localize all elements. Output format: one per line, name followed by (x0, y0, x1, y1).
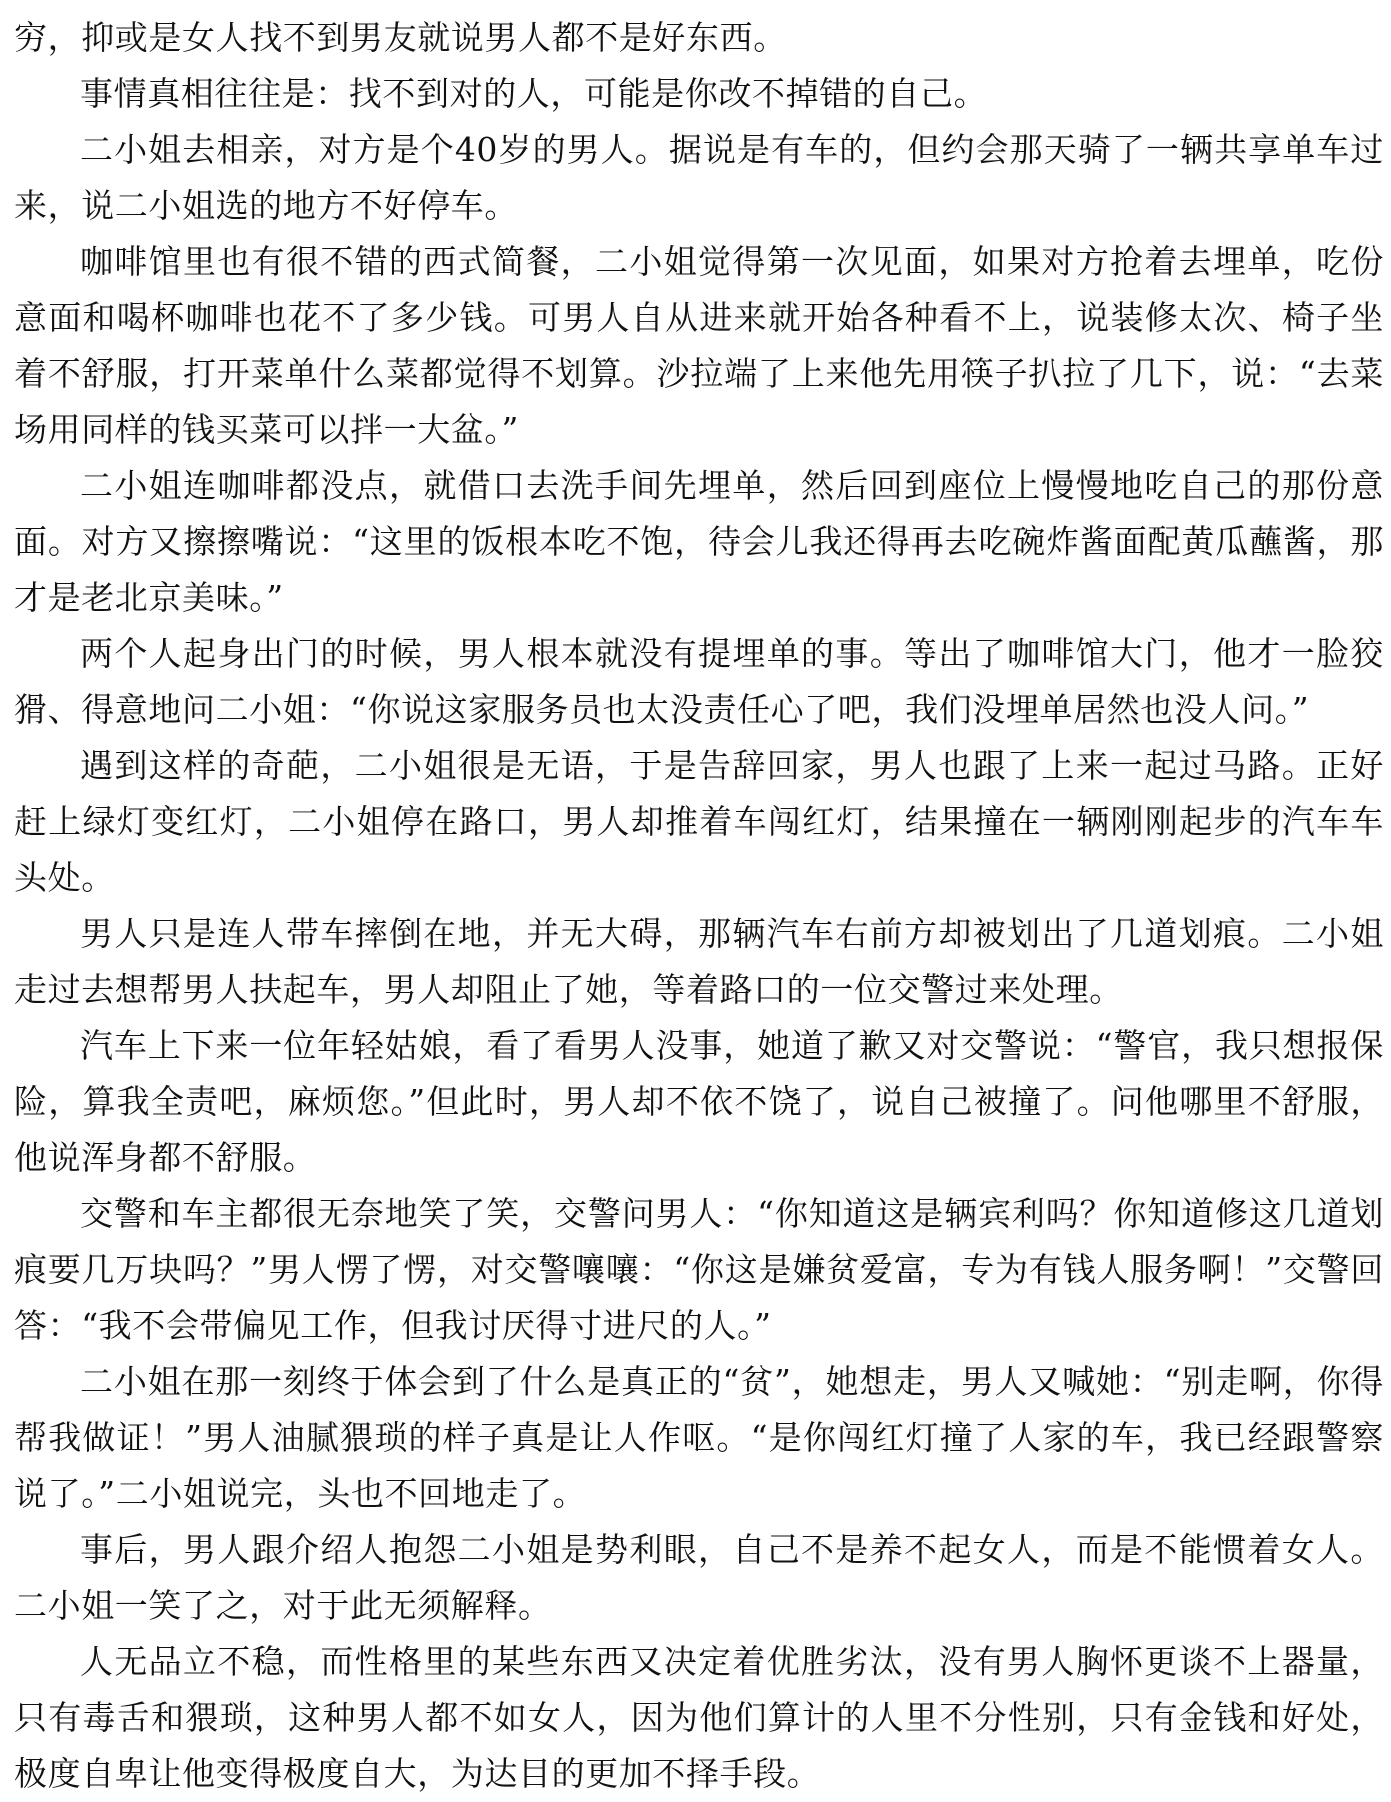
paragraph-4: 咖啡馆里也有很不错的西式简餐，二小姐觉得第一次见面，如果对方抢着去埋单，吃份意面和喝杯咖啡也花不了多少钱。可男人自从进来就开始各种看不上，说装修太次、椅子坐着不舒服，打开菜单什么菜都觉得不划算。沙拉端了上来他先用筷子扒拉了几下，说：“去菜场用同样的钱买菜可以拌一大盆。” (14, 242, 1384, 449)
paragraph-9: 汽车上下来一位年轻姑娘，看了看男人没事，她道了歉又对交警说：“警官，我只想报保险，算我全责吧，麻烦您。”但此时，男人却不依不饶了，说自己被撞了。问他哪里不舒服，他说浑身都不舒服。 (14, 1026, 1384, 1177)
paragraph-7: 遇到这样的奇葩，二小姐很是无语，于是告辞回家，男人也跟了上来一起过马路。正好赶上绿灯变红灯，二小姐停在路口，男人却推着车闯红灯，结果撞在一辆刚刚起步的汽车车头处。 (14, 746, 1384, 897)
paragraph-3: 二小姐去相亲，对方是个40岁的男人。据说是有车的，但约会那天骑了一辆共享单车过来，说二小姐选的地方不好停车。 (14, 130, 1384, 225)
paragraph-1: 穷，抑或是女人找不到男友就说男人都不是好东西。 (14, 18, 787, 57)
paragraph-11: 二小姐在那一刻终于体会到了什么是真正的“贫”，她想走，男人又喊她：“别走啊，你得帮我做证！”男人油腻猥琐的样子真是让人作呕。“是你闯红灯撞了人家的车，我已经跟警察说了。”二小姐说完，头也不回地走了。 (14, 1362, 1384, 1513)
paragraph-8: 男人只是连人带车摔倒在地，并无大碍，那辆汽车右前方却被划出了几道划痕。二小姐走过去想帮男人扶起车，男人却阻止了她，等着路口的一位交警过来处理。 (14, 914, 1384, 1009)
paragraph-12: 事后，男人跟介绍人抱怨二小姐是势利眼，自己不是养不起女人，而是不能惯着女人。二小姐一笑了之，对于此无须解释。 (14, 1530, 1384, 1625)
paragraph-6: 两个人起身出门的时候，男人根本就没有提埋单的事。等出了咖啡馆大门，他才一脸狡猾、得意地问二小姐：“你说这家服务员也太没责任心了吧，我们没埋单居然也没人问。” (14, 634, 1384, 729)
paragraph-10: 交警和车主都很无奈地笑了笑，交警问男人：“你知道这是辆宾利吗？你知道修这几道划痕要几万块吗？”男人愣了愣，对交警嚷嚷：“你这是嫌贫爱富，专为有钱人服务啊！”交警回答：“我不会带偏见工作，但我讨厌得寸进尺的人。” (14, 1194, 1384, 1345)
paragraph-5: 二小姐连咖啡都没点，就借口去洗手间先埋单，然后回到座位上慢慢地吃自己的那份意面。对方又擦擦嘴说：“这里的饭根本吃不饱，待会儿我还得再去吃碗炸酱面配黄瓜蘸酱，那才是老北京美味。” (14, 466, 1384, 617)
paragraph-2: 事情真相往往是：找不到对的人，可能是你改不掉错的自己。 (80, 74, 988, 113)
document-page (14, 10, 1384, 1802)
paragraph-13: 人无品立不稳，而性格里的某些东西又决定着优胜劣汰，没有男人胸怀更谈不上器量，只有毒舌和猥琐，这种男人都不如女人，因为他们算计的人里不分性别，只有金钱和好处，极度自卑让他变得极度自大，为达目的更加不择手段。 (14, 1642, 1384, 1793)
